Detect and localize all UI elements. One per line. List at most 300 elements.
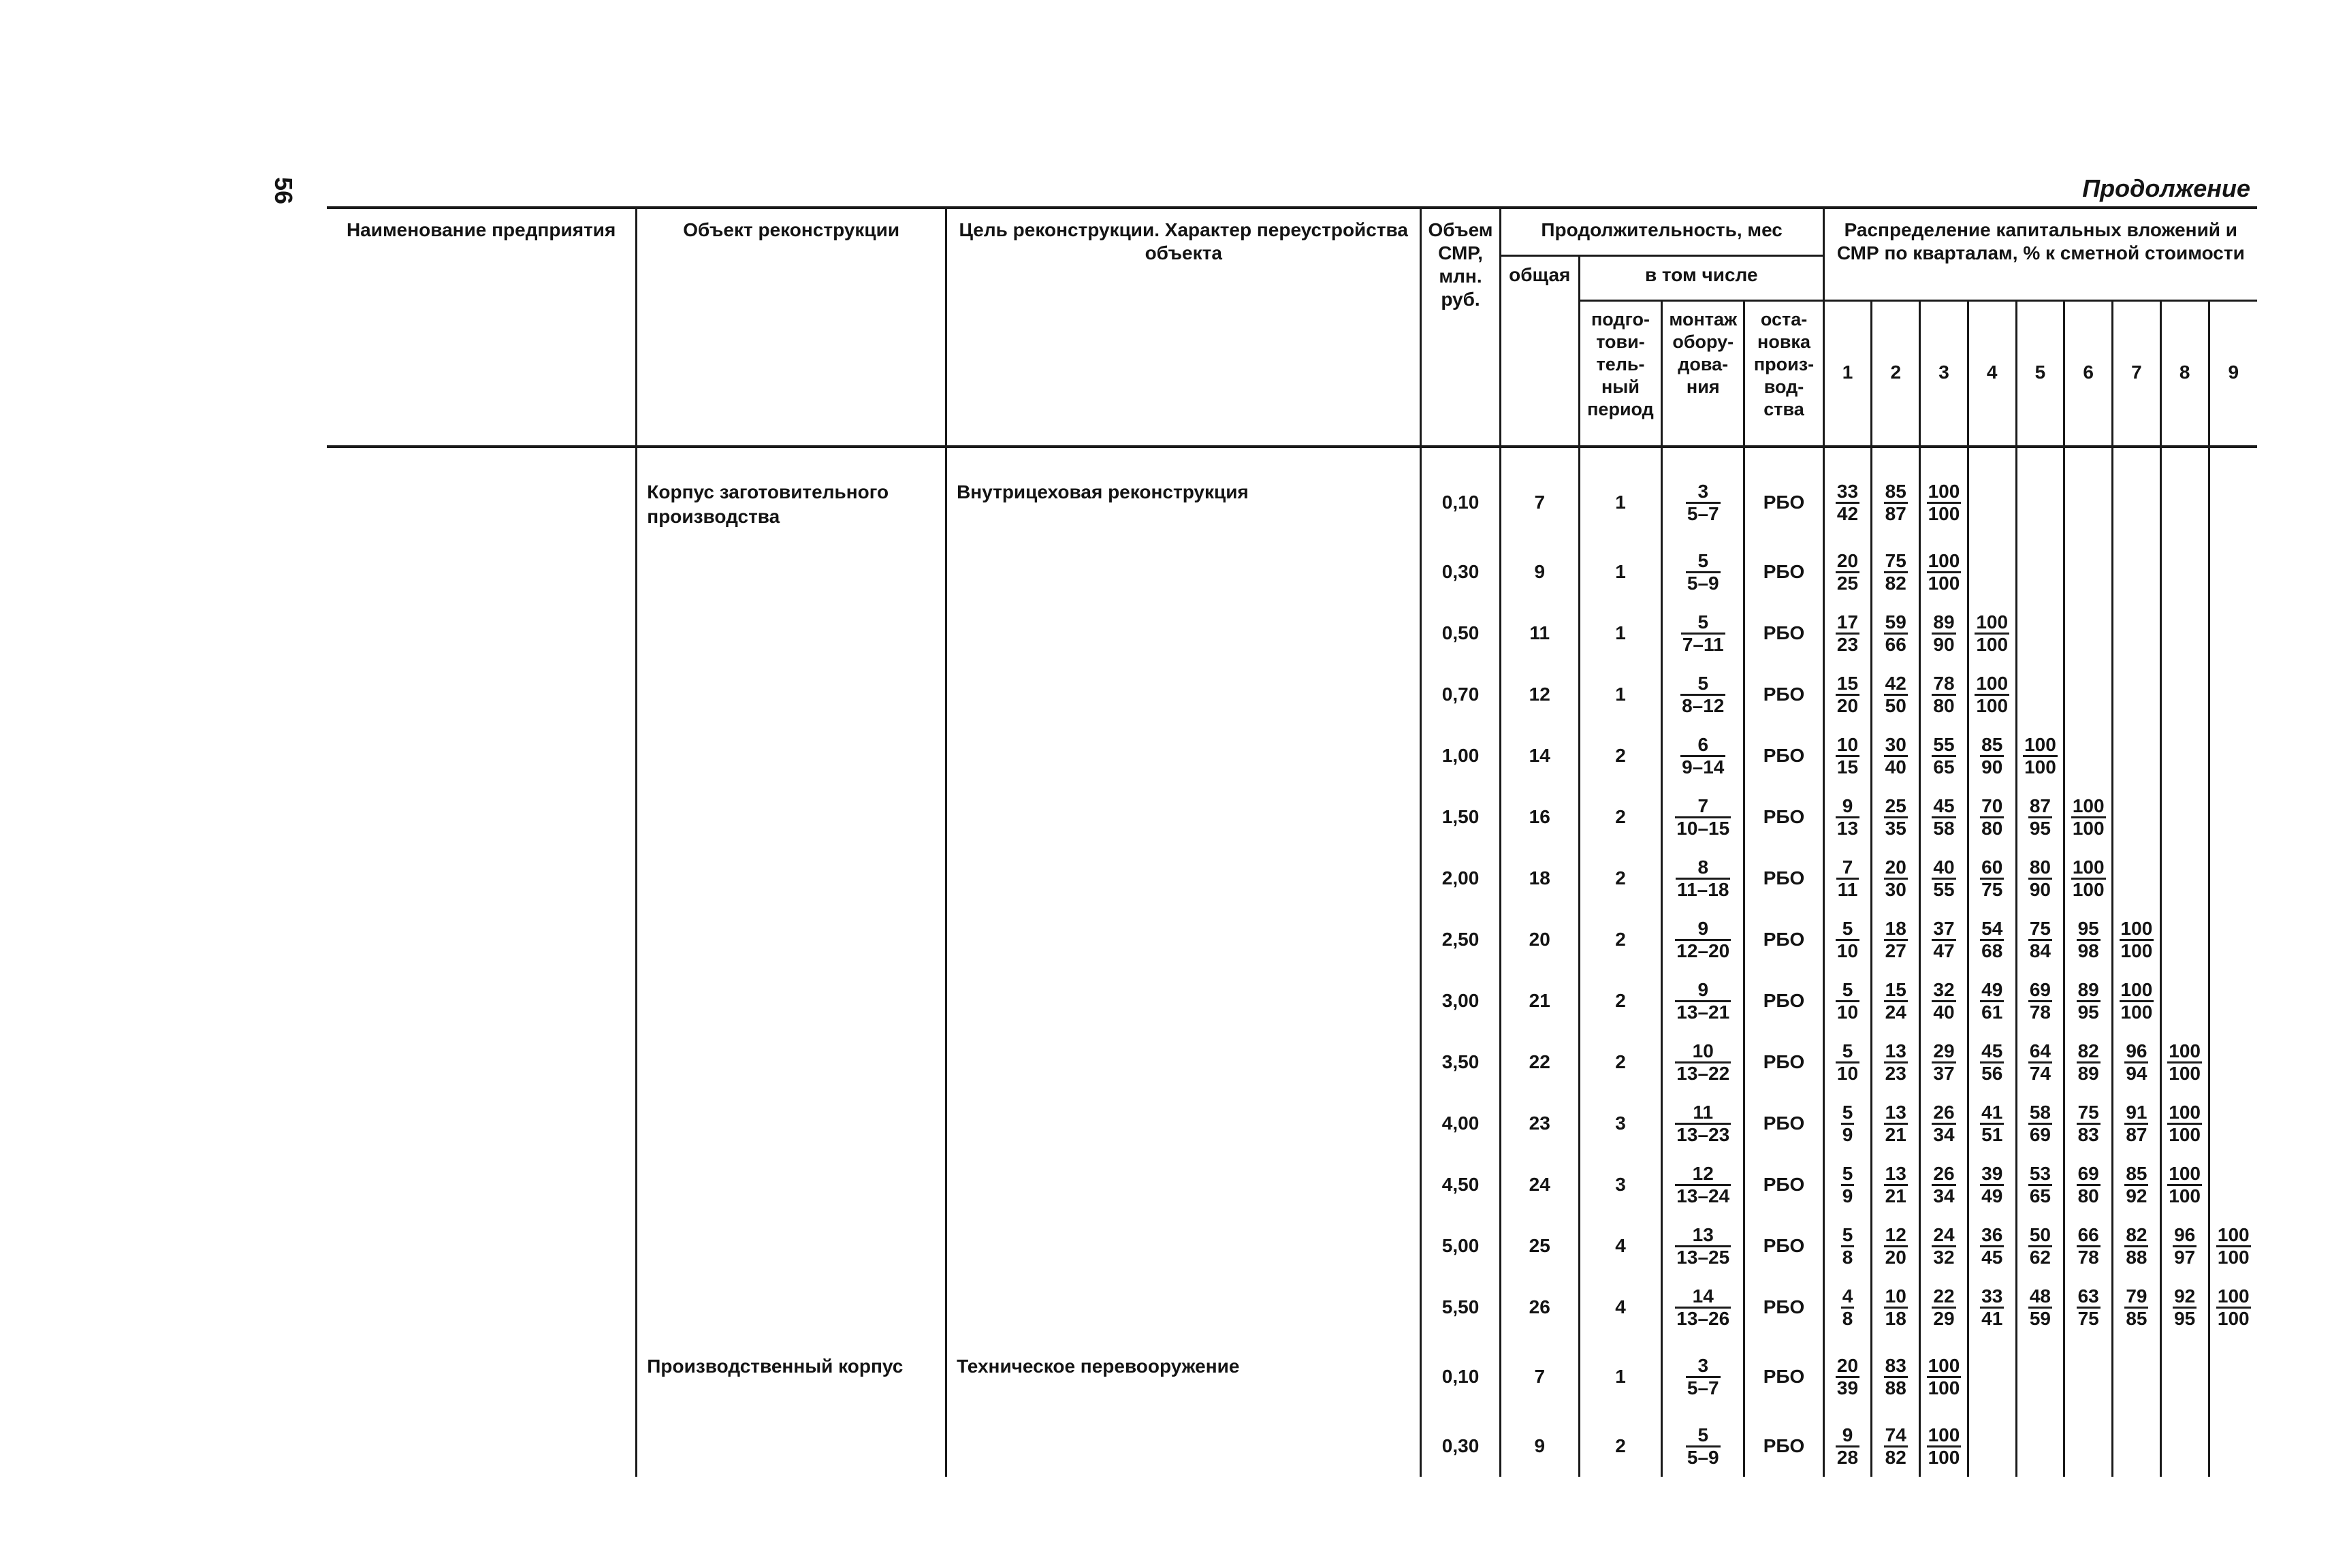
fraction-denominator: 100 — [1928, 1446, 1960, 1468]
quarter-cell-7 — [2113, 664, 2161, 725]
quarter-cell-4 — [1968, 848, 2016, 909]
quarter-fraction — [1836, 1425, 1859, 1468]
quarter-fraction — [1927, 551, 1962, 594]
fraction-denominator: 100 — [2072, 817, 2105, 839]
quarter-cell-2 — [1872, 848, 1920, 909]
quarter-fraction — [1836, 918, 1859, 961]
stop-cell: РБО — [1744, 1154, 1823, 1215]
mount-fraction — [1686, 551, 1721, 594]
fraction-numerator: 96 — [2124, 1041, 2148, 1063]
quarter-fraction — [2173, 1225, 2197, 1268]
fraction-numerator: 55 — [1932, 735, 1955, 757]
stop-cell: РБО — [1744, 1031, 1823, 1093]
fraction-denominator: 9–14 — [1682, 756, 1725, 778]
quarter-fraction — [1980, 1286, 2004, 1329]
fraction-denominator: 95 — [2077, 1001, 2099, 1023]
fraction-numerator: 83 — [1884, 1356, 1908, 1378]
quarter-cell-3 — [1920, 1338, 1968, 1415]
quarter-cell-1 — [1823, 1093, 1872, 1154]
quarter-fraction — [1980, 1225, 2004, 1268]
enterprise-cell — [327, 541, 637, 603]
quarter-cell-5 — [2016, 1338, 2064, 1415]
fraction-denominator: 66 — [1885, 633, 1906, 655]
fraction-numerator: 92 — [2173, 1286, 2197, 1309]
object-cell — [637, 909, 946, 970]
quarter-cell-4 — [1968, 1093, 2016, 1154]
fraction-numerator: 14 — [1675, 1286, 1731, 1309]
fraction-denominator: 29 — [1933, 1307, 1955, 1329]
table-row — [327, 909, 2257, 970]
volume-cell: 3,50 — [1421, 1031, 1500, 1093]
quarter-cell-2 — [1872, 603, 1920, 664]
quarter-cell-9 — [2209, 1215, 2257, 1277]
quarter-cell-1 — [1823, 541, 1872, 603]
quarter-fraction — [1980, 980, 2004, 1023]
quarter-cell-3 — [1920, 1277, 1968, 1338]
quarter-cell-2 — [1872, 1031, 1920, 1093]
quarter-cell-7 — [2113, 1277, 2161, 1338]
quarter-fraction — [1884, 857, 1908, 900]
fraction-numerator: 75 — [1884, 551, 1908, 573]
object-cell — [637, 1154, 946, 1215]
quarter-cell-9 — [2209, 786, 2257, 848]
quarter-cell-9 — [2209, 603, 2257, 664]
fraction-denominator: 95 — [2029, 817, 2051, 839]
object-cell: Производственный корпус — [637, 1338, 946, 1415]
volume-cell: 5,50 — [1421, 1277, 1500, 1338]
fraction-denominator: 8 — [1842, 1307, 1853, 1329]
fraction-denominator: 98 — [2077, 940, 2099, 961]
quarter-fraction — [1836, 551, 1859, 594]
fraction-numerator: 42 — [1884, 673, 1908, 696]
prep-period-cell: 4 — [1579, 1215, 1661, 1277]
header-prep: подго-тови-тель-ный период — [1579, 300, 1661, 443]
quarter-cell-9 — [2209, 1154, 2257, 1215]
table-row — [327, 848, 2257, 909]
fraction-denominator: 69 — [2029, 1123, 2051, 1145]
fraction-denominator: 15 — [1836, 756, 1859, 778]
fraction-numerator: 85 — [1884, 481, 1908, 504]
fraction-numerator: 45 — [1980, 1041, 2004, 1063]
volume-cell: 4,00 — [1421, 1093, 1500, 1154]
quarter-cell-4 — [1968, 1031, 2016, 1093]
quarter-cell-2 — [1872, 464, 1920, 541]
table-row — [327, 970, 2257, 1031]
goal-cell — [946, 909, 1421, 970]
quarter-cell-1 — [1823, 664, 1872, 725]
quarter-fraction — [2216, 1225, 2251, 1268]
fraction-denominator: 89 — [2077, 1062, 2099, 1084]
quarter-fraction — [2120, 980, 2154, 1023]
fraction-numerator: 78 — [1932, 673, 1955, 696]
quarter-cell-6 — [2064, 1154, 2113, 1215]
quarter-cell-1 — [1823, 1031, 1872, 1093]
header-quarter-7: 7 — [2113, 300, 2161, 443]
quarter-cell-3 — [1920, 464, 1968, 541]
goal-cell — [946, 603, 1421, 664]
fraction-denominator: 5–7 — [1687, 1377, 1719, 1398]
quarter-cell-6 — [2064, 1277, 2113, 1338]
prep-period-cell: 2 — [1579, 848, 1661, 909]
mount-cell — [1662, 909, 1744, 970]
fraction-numerator: 17 — [1836, 612, 1859, 635]
quarter-fraction — [1841, 1164, 1855, 1206]
total-duration-cell: 25 — [1500, 1215, 1579, 1277]
fraction-denominator: 100 — [2120, 940, 2153, 961]
quarter-cell-9 — [2209, 1277, 2257, 1338]
quarter-cell-6 — [2064, 541, 2113, 603]
quarter-fraction — [1927, 481, 1962, 524]
fraction-numerator: 85 — [1980, 735, 2004, 757]
table-body — [327, 443, 2257, 1477]
fraction-denominator: 55 — [1933, 878, 1955, 900]
fraction-denominator: 42 — [1836, 502, 1859, 524]
fraction-numerator: 26 — [1932, 1164, 1955, 1186]
fraction-numerator: 5 — [1836, 1041, 1859, 1063]
fraction-numerator: 100 — [1927, 1425, 1962, 1447]
total-duration-cell: 24 — [1500, 1154, 1579, 1215]
fraction-denominator: 21 — [1885, 1123, 1906, 1145]
fraction-numerator: 80 — [2028, 857, 2052, 880]
quarter-cell-5 — [2016, 970, 2064, 1031]
fraction-numerator: 32 — [1932, 980, 1955, 1002]
quarter-fraction — [1932, 1164, 1955, 1206]
total-duration-cell: 14 — [1500, 725, 1579, 786]
quarter-cell-4 — [1968, 725, 2016, 786]
fraction-denominator: 85 — [2126, 1307, 2147, 1329]
total-duration-cell: 9 — [1500, 541, 1579, 603]
stop-cell: РБО — [1744, 464, 1823, 541]
quarter-fraction — [2028, 857, 2052, 900]
fraction-numerator: 60 — [1980, 857, 2004, 880]
volume-cell: 5,00 — [1421, 1215, 1500, 1277]
quarter-fraction — [1884, 1225, 1908, 1268]
goal-cell — [946, 664, 1421, 725]
fraction-numerator: 45 — [1932, 796, 1955, 818]
fraction-denominator: 100 — [2024, 756, 2056, 778]
table-row — [327, 1277, 2257, 1338]
object-cell — [637, 725, 946, 786]
quarter-cell-1 — [1823, 1415, 1872, 1477]
fraction-denominator: 30 — [1885, 878, 1906, 900]
quarter-cell-1 — [1823, 603, 1872, 664]
fraction-numerator: 9 — [1836, 796, 1859, 818]
fraction-numerator: 66 — [2077, 1225, 2101, 1247]
quarter-cell-8 — [2160, 725, 2209, 786]
fraction-numerator: 100 — [1975, 612, 2009, 635]
fraction-numerator: 82 — [2077, 1041, 2101, 1063]
quarter-fraction — [1884, 735, 1908, 778]
object-cell — [637, 1215, 946, 1277]
quarter-cell-6 — [2064, 970, 2113, 1031]
quarter-cell-3 — [1920, 786, 1968, 848]
quarter-cell-9 — [2209, 1093, 2257, 1154]
quarter-fraction — [1884, 612, 1908, 655]
fraction-denominator: 100 — [1976, 694, 2009, 716]
mount-fraction — [1676, 857, 1730, 900]
quarter-cell-3 — [1920, 1215, 1968, 1277]
stop-cell: РБО — [1744, 970, 1823, 1031]
volume-cell: 1,00 — [1421, 725, 1500, 786]
quarter-fraction — [1932, 980, 1955, 1023]
quarter-fraction — [1980, 918, 2004, 961]
fraction-numerator: 10 — [1675, 1041, 1731, 1063]
total-duration-cell: 7 — [1500, 1338, 1579, 1415]
fraction-denominator: 87 — [1885, 502, 1906, 524]
quarter-fraction — [2124, 1164, 2148, 1206]
fraction-denominator: 88 — [2126, 1246, 2147, 1268]
fraction-numerator: 36 — [1980, 1225, 2004, 1247]
volume-cell: 0,30 — [1421, 1415, 1500, 1477]
fraction-numerator: 12 — [1884, 1225, 1908, 1247]
mount-cell — [1662, 1031, 1744, 1093]
quarter-fraction — [1927, 1425, 1962, 1468]
quarter-cell-1 — [1823, 725, 1872, 786]
mount-cell — [1662, 725, 1744, 786]
page-number: 56 — [270, 176, 298, 205]
fraction-numerator: 100 — [2216, 1286, 2251, 1309]
header-quarter-8: 8 — [2160, 300, 2209, 443]
fraction-denominator: 100 — [2169, 1123, 2201, 1145]
quarter-cell-8 — [2160, 1154, 2209, 1215]
goal-cell — [946, 725, 1421, 786]
quarter-fraction — [2028, 918, 2052, 961]
quarter-cell-7 — [2113, 970, 2161, 1031]
stop-cell: РБО — [1744, 664, 1823, 725]
quarter-cell-6 — [2064, 603, 2113, 664]
mount-fraction — [1675, 1164, 1731, 1206]
fraction-denominator: 80 — [1981, 817, 2003, 839]
quarter-fraction — [1884, 1164, 1908, 1206]
mount-cell — [1662, 1338, 1744, 1415]
quarter-cell-2 — [1872, 541, 1920, 603]
quarter-fraction — [1884, 673, 1908, 716]
quarter-cell-6 — [2064, 1415, 2113, 1477]
fraction-numerator: 100 — [2071, 796, 2106, 818]
quarter-fraction — [1932, 735, 1955, 778]
fraction-numerator: 33 — [1836, 481, 1859, 504]
enterprise-cell — [327, 848, 637, 909]
fraction-denominator: 90 — [2029, 878, 2051, 900]
fraction-numerator: 53 — [2028, 1164, 2052, 1186]
prep-period-cell: 2 — [1579, 970, 1661, 1031]
fraction-denominator: 27 — [1885, 940, 1906, 961]
quarter-fraction — [2124, 1286, 2148, 1329]
fraction-denominator: 80 — [2077, 1185, 2099, 1206]
enterprise-cell — [327, 464, 637, 541]
quarter-cell-2 — [1872, 1415, 1920, 1477]
fraction-denominator: 78 — [2077, 1246, 2099, 1268]
fraction-denominator: 100 — [1976, 633, 2009, 655]
fraction-numerator: 30 — [1884, 735, 1908, 757]
quarter-cell-5 — [2016, 1415, 2064, 1477]
fraction-denominator: 75 — [1981, 878, 2003, 900]
header-quarter-9: 9 — [2209, 300, 2257, 443]
volume-cell: 0,30 — [1421, 541, 1500, 603]
fraction-numerator: 75 — [2077, 1102, 2101, 1125]
total-duration-cell: 9 — [1500, 1415, 1579, 1477]
fraction-numerator: 48 — [2028, 1286, 2052, 1309]
fraction-denominator: 84 — [2029, 940, 2051, 961]
fraction-numerator: 9 — [1836, 1425, 1859, 1447]
mount-fraction — [1686, 1425, 1721, 1468]
prep-period-cell: 1 — [1579, 541, 1661, 603]
quarter-cell-8 — [2160, 970, 2209, 1031]
quarter-fraction — [1980, 796, 2004, 839]
fraction-denominator: 51 — [1981, 1123, 2003, 1145]
fraction-numerator: 64 — [2028, 1041, 2052, 1063]
fraction-numerator: 22 — [1932, 1286, 1955, 1309]
fraction-denominator: 100 — [2169, 1062, 2201, 1084]
prep-period-cell: 2 — [1579, 1031, 1661, 1093]
quarter-fraction — [1932, 1286, 1955, 1329]
fraction-denominator: 34 — [1933, 1123, 1955, 1145]
quarter-cell-2 — [1872, 970, 1920, 1031]
quarter-cell-8 — [2160, 664, 2209, 725]
table-row — [327, 1154, 2257, 1215]
quarter-cell-7 — [2113, 541, 2161, 603]
prep-period-cell: 3 — [1579, 1154, 1661, 1215]
quarter-cell-3 — [1920, 541, 1968, 603]
fraction-numerator: 89 — [1932, 612, 1955, 635]
quarter-cell-8 — [2160, 603, 2209, 664]
goal-cell — [946, 1277, 1421, 1338]
fraction-denominator: 10 — [1836, 1062, 1859, 1084]
fraction-numerator: 5 — [1841, 1102, 1855, 1125]
enterprise-cell — [327, 1415, 637, 1477]
fraction-numerator: 20 — [1884, 857, 1908, 880]
header-distribution: Распределение капитальных вложений и СМР по кварталам, % к сметной стоимости — [1823, 208, 2257, 300]
table-row — [327, 541, 2257, 603]
quarter-cell-7 — [2113, 1415, 2161, 1477]
goal-cell — [946, 1031, 1421, 1093]
quarter-fraction — [1932, 796, 1955, 839]
goal-cell — [946, 970, 1421, 1031]
header-volume: Объем СМР, млн. руб. — [1421, 208, 1500, 443]
fraction-numerator: 26 — [1932, 1102, 1955, 1125]
quarter-fraction — [1980, 1102, 2004, 1145]
fraction-denominator: 88 — [1885, 1377, 1906, 1398]
fraction-denominator: 7–11 — [1682, 633, 1724, 655]
fraction-numerator: 100 — [2167, 1102, 2202, 1125]
quarter-fraction — [1841, 1286, 1855, 1329]
quarter-fraction — [1884, 918, 1908, 961]
quarter-cell-2 — [1872, 1277, 1920, 1338]
quarter-cell-2 — [1872, 786, 1920, 848]
quarter-cell-2 — [1872, 909, 1920, 970]
fraction-denominator: 12–20 — [1676, 940, 1730, 961]
mount-cell — [1662, 786, 1744, 848]
quarter-cell-4 — [1968, 1215, 2016, 1277]
fraction-numerator: 100 — [2023, 735, 2058, 757]
mount-fraction — [1675, 1286, 1731, 1329]
fraction-numerator: 10 — [1836, 735, 1859, 757]
fraction-denominator: 90 — [1981, 756, 2003, 778]
quarter-fraction — [1975, 673, 2009, 716]
table-row — [327, 1031, 2257, 1093]
fraction-numerator: 5 — [1680, 673, 1725, 696]
stop-cell: РБО — [1744, 1277, 1823, 1338]
quarter-fraction — [2028, 1164, 2052, 1206]
quarter-cell-5 — [2016, 1215, 2064, 1277]
prep-period-cell: 2 — [1579, 909, 1661, 970]
quarter-cell-9 — [2209, 1031, 2257, 1093]
quarter-fraction — [2028, 1102, 2052, 1145]
fraction-numerator: 5 — [1841, 1164, 1855, 1186]
prep-period-cell: 1 — [1579, 664, 1661, 725]
quarter-cell-7 — [2113, 1215, 2161, 1277]
quarter-cell-3 — [1920, 1154, 1968, 1215]
object-cell: Корпус заготовительного производства — [637, 464, 946, 541]
fraction-denominator: 5–7 — [1687, 502, 1719, 524]
fraction-denominator: 20 — [1836, 694, 1859, 716]
quarter-cell-1 — [1823, 1338, 1872, 1415]
stop-cell: РБО — [1744, 1093, 1823, 1154]
fraction-denominator: 61 — [1981, 1001, 2003, 1023]
quarter-cell-9 — [2209, 1415, 2257, 1477]
quarter-fraction — [1975, 612, 2009, 655]
total-duration-cell: 16 — [1500, 786, 1579, 848]
quarter-fraction — [2077, 1164, 2101, 1206]
fraction-numerator: 4 — [1841, 1286, 1855, 1309]
mount-fraction — [1675, 796, 1731, 839]
mount-fraction — [1686, 1356, 1721, 1398]
header-object: Объект реконструкции — [637, 208, 946, 443]
quarter-cell-4 — [1968, 1277, 2016, 1338]
fraction-denominator: 21 — [1885, 1185, 1906, 1206]
fraction-numerator: 13 — [1884, 1102, 1908, 1125]
quarter-cell-6 — [2064, 1215, 2113, 1277]
fraction-numerator: 5 — [1836, 980, 1859, 1002]
quarter-cell-7 — [2113, 1093, 2161, 1154]
stop-cell: РБО — [1744, 1415, 1823, 1477]
quarter-cell-3 — [1920, 1031, 1968, 1093]
goal-cell — [946, 1154, 1421, 1215]
quarter-cell-7 — [2113, 848, 2161, 909]
mount-fraction — [1686, 481, 1721, 524]
header-quarter-2: 2 — [1872, 300, 1920, 443]
fraction-numerator: 100 — [2120, 918, 2154, 941]
volume-cell: 0,10 — [1421, 464, 1500, 541]
header-quarter-4: 4 — [1968, 300, 2016, 443]
quarter-cell-9 — [2209, 664, 2257, 725]
quarter-fraction — [1841, 1102, 1855, 1145]
mount-cell — [1662, 664, 1744, 725]
quarter-fraction — [1884, 1041, 1908, 1084]
quarter-fraction — [1836, 1041, 1859, 1084]
goal-cell — [946, 1415, 1421, 1477]
quarter-fraction — [1932, 918, 1955, 961]
fraction-numerator: 70 — [1980, 796, 2004, 818]
quarter-fraction — [1836, 735, 1859, 778]
header-duration: Продолжительность, мес — [1500, 208, 1823, 255]
quarter-cell-7 — [2113, 1031, 2161, 1093]
fraction-numerator: 100 — [2167, 1164, 2202, 1186]
goal-cell — [946, 848, 1421, 909]
fraction-numerator: 7 — [1836, 857, 1859, 880]
quarter-fraction — [1884, 1102, 1908, 1145]
fraction-denominator: 13–23 — [1676, 1123, 1730, 1145]
fraction-denominator: 83 — [2077, 1123, 2099, 1145]
table-row — [327, 464, 2257, 541]
total-duration-cell: 11 — [1500, 603, 1579, 664]
stop-cell: РБО — [1744, 786, 1823, 848]
volume-cell: 1,50 — [1421, 786, 1500, 848]
header-total: общая — [1500, 255, 1579, 443]
mount-fraction — [1680, 673, 1725, 716]
fraction-denominator: 35 — [1885, 817, 1906, 839]
table-row — [327, 1415, 2257, 1477]
